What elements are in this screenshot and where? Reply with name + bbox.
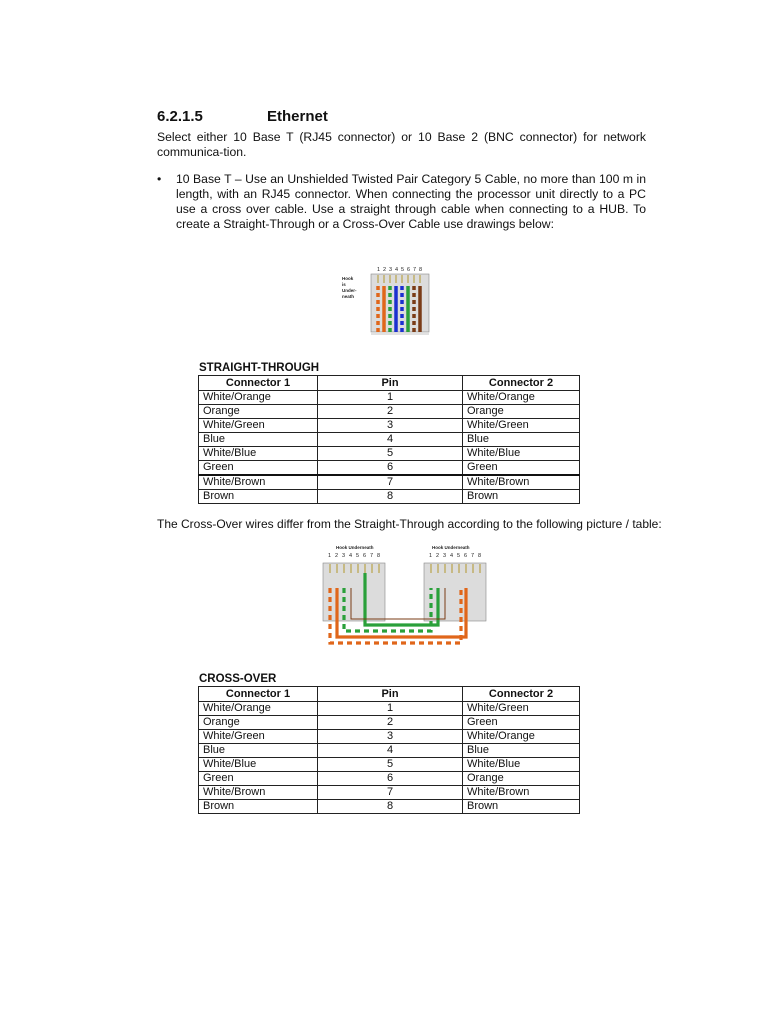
svg-text:8: 8 (377, 553, 381, 559)
svg-text:7: 7 (370, 553, 374, 559)
crossover-table (198, 686, 580, 814)
column-header: Pin (318, 376, 463, 391)
connector-right (424, 563, 486, 621)
svg-text:is: is (342, 282, 346, 287)
pin-numbers-left (328, 553, 380, 559)
table-row: Brown 8 Brown (199, 800, 580, 814)
section-number: 6.2.1.5 (157, 108, 203, 125)
svg-text:3: 3 (443, 553, 447, 559)
bullet-text: 10 Base T – Use an Unshielded Twisted Pair Category 5 Cable, no more than 100 m in length, with an RJ45 connector. When connecting the processor unit directly to a PC use a cross over cable. Use a straight through cable when connecting to a HUB. To create a Straight-Through or a Cross-Over Cable use drawings below: (176, 172, 646, 231)
svg-text:5: 5 (457, 553, 461, 559)
table-row: Orange 2 Orange (199, 405, 580, 419)
table-row: Brown 8 Brown (199, 490, 580, 504)
pin-number: 1 (377, 267, 381, 273)
svg-text:5: 5 (356, 553, 360, 559)
svg-text:Hook: Hook (342, 276, 354, 281)
pin-number: 7 (413, 267, 417, 273)
svg-text:neath: neath (342, 294, 355, 299)
pin-number: 2 (383, 267, 387, 273)
intro-paragraph: Select either 10 Base T (RJ45 connector) or 10 Base 2 (BNC connector) for network communica-tion. (157, 130, 646, 159)
connector-left (323, 563, 385, 621)
column-header: Connector 2 (463, 687, 580, 702)
pin-number: 5 (401, 267, 405, 273)
column-header: Connector 1 (199, 687, 318, 702)
hook-label-left: Hook Underneath (336, 545, 374, 550)
table-row: White/Green 3 White/Orange (199, 730, 580, 744)
section-title: Ethernet (267, 108, 328, 125)
bullet-item (157, 172, 646, 232)
svg-text:4: 4 (349, 553, 353, 559)
table-row: White/Blue 5 White/Blue (199, 758, 580, 772)
hook-label-right: Hook Underneath (432, 545, 470, 550)
section-heading (157, 108, 328, 125)
svg-text:1: 1 (429, 553, 433, 559)
column-header: Pin (318, 687, 463, 702)
svg-text:8: 8 (478, 553, 482, 559)
svg-text:2: 2 (436, 553, 440, 559)
svg-text:2: 2 (335, 553, 339, 559)
pin-number: 3 (389, 267, 393, 273)
table-header-row (199, 687, 580, 702)
crossover-caption: CROSS-OVER (199, 673, 277, 685)
table-row: White/Orange 1 White/Orange (199, 391, 580, 405)
table-row: White/Orange 1 White/Green (199, 702, 580, 716)
table-header-row (199, 376, 580, 391)
svg-text:7: 7 (471, 553, 475, 559)
straight-through-caption: STRAIGHT-THROUGH (199, 362, 320, 374)
svg-text:Under-: Under- (342, 288, 357, 293)
table-row: Blue 4 Blue (199, 744, 580, 758)
column-header: Connector 2 (463, 376, 580, 391)
svg-text:3: 3 (342, 553, 346, 559)
table-row: Green 6 Green (199, 461, 580, 476)
pin-number: 4 (395, 267, 399, 273)
pin-number: 6 (407, 267, 411, 273)
table-row: White/Brown 7 White/Brown (199, 786, 580, 800)
table-row: Green 6 Orange (199, 772, 580, 786)
straight-through-table (198, 375, 580, 504)
pin-numbers-right (429, 553, 481, 559)
svg-text:1: 1 (328, 553, 332, 559)
table-row: White/Brown 7 White/Brown (199, 475, 580, 490)
column-header: Connector 1 (199, 376, 318, 391)
svg-text:6: 6 (363, 553, 367, 559)
pin-numbers (377, 267, 422, 273)
svg-text:4: 4 (450, 553, 454, 559)
table-row: Orange 2 Green (199, 716, 580, 730)
table-row: White/Green 3 White/Green (199, 419, 580, 433)
table-row: Blue 4 Blue (199, 433, 580, 447)
crossover-figure (320, 543, 490, 653)
pin-number: 8 (419, 267, 423, 273)
rj45-connector-figure (340, 264, 440, 344)
hook-label (342, 276, 357, 299)
crossover-intro: The Cross-Over wires differ from the Straight-Through according to the following picture / table: (157, 517, 662, 531)
bullet-symbol: • (157, 172, 162, 186)
table-row: White/Blue 5 White/Blue (199, 447, 580, 461)
svg-text:6: 6 (464, 553, 468, 559)
